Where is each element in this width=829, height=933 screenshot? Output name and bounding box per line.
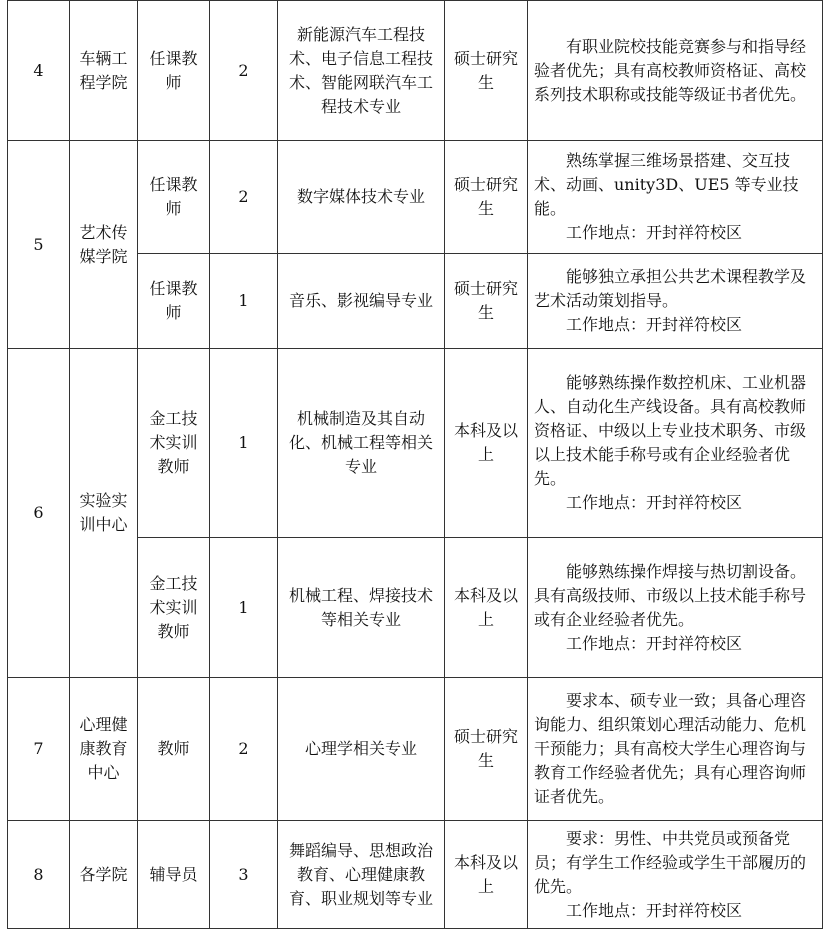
- headcount-cell: 1: [210, 349, 278, 538]
- table-row: [8, 141, 823, 254]
- work-location: 工作地点：开封祥符校区: [566, 493, 743, 512]
- requirement-text: 要求本、硕专业一致；具备心理咨询能力、组织策划心理活动能力、危机干预能力；具有高校大学生心理咨询与教育工作经验者优先；具有心理咨询师证者优先。: [534, 691, 807, 806]
- position-cell: 任课教师: [138, 141, 210, 254]
- department-cell: 艺术传媒学院: [70, 141, 138, 349]
- work-location: 工作地点：开封祥符校区: [566, 223, 743, 242]
- education-cell: 本科及以上: [445, 538, 528, 678]
- work-location: 工作地点：开封祥符校区: [566, 633, 743, 653]
- row-number: 8: [8, 821, 70, 929]
- major-cell: 新能源汽车工程技术、电子信息工程技术、智能网联汽车工程技术专业: [278, 1, 445, 141]
- row-number: 5: [8, 141, 70, 349]
- position-cell: 金工技术实训教师: [138, 349, 210, 538]
- major-cell: 心理学相关专业: [278, 678, 445, 821]
- headcount-cell: 1: [210, 538, 278, 678]
- work-location: 工作地点：开封祥符校区: [566, 900, 743, 920]
- table-row: [8, 349, 823, 538]
- headcount-cell: 2: [210, 141, 278, 254]
- education-cell: 硕士研究生: [445, 1, 528, 141]
- requirement-text: 能够熟练操作数控机床、工业机器人、自动化生产线设备。具有高校教师资格证、中级以上专业技术职务、市级以上技术能手称号或有企业经验者优先。: [534, 373, 807, 488]
- department-cell: 实验实训中心: [70, 349, 138, 678]
- education-cell: 本科及以上: [445, 349, 528, 538]
- requirement-cell: [528, 678, 823, 821]
- position-cell: 任课教师: [138, 254, 210, 349]
- position-cell: 辅导员: [138, 821, 210, 929]
- requirement-text: 要求：男性、中共党员或预备党员；有学生工作经验或学生干部履历的优先。: [534, 828, 807, 896]
- education-cell: 本科及以上: [445, 821, 528, 929]
- requirement-text: 能够独立承担公共艺术课程教学及艺术活动策划指导。: [534, 267, 807, 310]
- headcount-cell: 1: [210, 254, 278, 349]
- education-cell: 硕士研究生: [445, 678, 528, 821]
- requirement-text: 有职业院校技能竞赛参与和指导经验者优先；具有高校教师资格证、高校系列技术职称或技能等级证书者优先。: [534, 36, 807, 104]
- department-cell: 各学院: [70, 821, 138, 929]
- work-location: 工作地点：开封祥符校区: [566, 315, 743, 334]
- requirement-cell: [528, 254, 823, 349]
- major-cell: 机械制造及其自动化、机械工程等相关专业: [278, 349, 445, 538]
- position-cell: 金工技术实训教师: [138, 538, 210, 678]
- row-number: 6: [8, 349, 70, 678]
- row-number: 4: [8, 1, 70, 141]
- table-row: [8, 678, 823, 821]
- major-cell: 机械工程、焊接技术等相关专业: [278, 538, 445, 678]
- requirement-cell: [528, 141, 823, 254]
- department-cell: 心理健康教育中心: [70, 678, 138, 821]
- major-cell: 数字媒体技术专业: [278, 141, 445, 254]
- recruitment-table: [7, 0, 823, 929]
- headcount-cell: 2: [210, 678, 278, 821]
- education-cell: 硕士研究生: [445, 141, 528, 254]
- requirement-cell: [528, 349, 823, 538]
- table-row: [8, 1, 823, 141]
- requirement-cell: [528, 538, 823, 678]
- major-cell: 舞蹈编导、思想政治教育、心理健康教育、职业规划等专业: [278, 821, 445, 929]
- requirement-cell: [528, 821, 823, 929]
- requirement-text: 能够熟练操作焊接与热切割设备。具有高级技师、市级以上技术能手称号或有企业经验者优先。: [534, 561, 807, 629]
- headcount-cell: 3: [210, 821, 278, 929]
- table-row: [8, 821, 823, 929]
- education-cell: 硕士研究生: [445, 254, 528, 349]
- requirement-cell: [528, 1, 823, 141]
- requirement-text: 熟练掌握三维场景搭建、交互技术、动画、unity3D、UE5 等专业技能。: [534, 151, 799, 218]
- department-cell: 车辆工程学院: [70, 1, 138, 141]
- major-cell: 音乐、影视编导专业: [278, 254, 445, 349]
- position-cell: 教师: [138, 678, 210, 821]
- row-number: 7: [8, 678, 70, 821]
- headcount-cell: 2: [210, 1, 278, 141]
- position-cell: 任课教师: [138, 1, 210, 141]
